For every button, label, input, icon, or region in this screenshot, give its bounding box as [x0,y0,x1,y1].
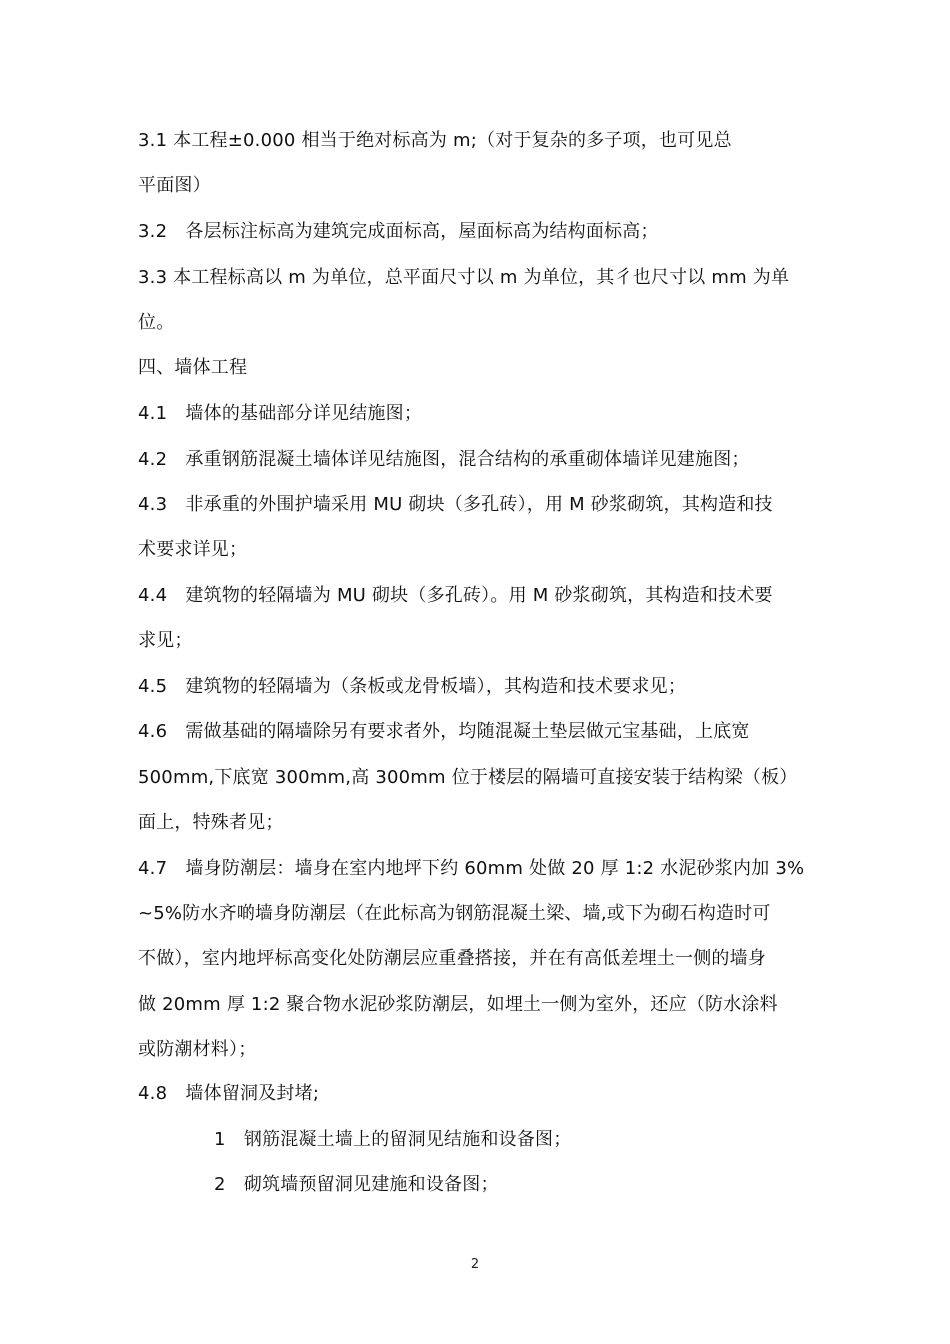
text-line: 3.1 本工程±0.000 相当于绝对标高为 m;（对于复杂的多子项，也可见总 [138,130,732,151]
text-line: 4.7 墙身防潮层：墙身在室内地坪下约 60mm 处做 20 厚 1:2 水泥砂浆内加 3% [138,858,805,879]
text-line: 4.2 承重钢筋混凝土墙体详见结施图，混合结构的承重砌体墙详见建施图； [138,449,750,470]
text-line: 术要求详见； [138,539,248,560]
text-line: 4.5 建筑物的轻隔墙为（条板或龙骨板墙），其构造和技术要求见； [138,676,687,697]
text-line: 不做），室内地坪标高变化处防潮层应重叠搭接，并在有高低差埋土一侧的墙身 [138,948,766,969]
page-number: 2 [470,1257,480,1272]
text-line: 平面图） [138,175,211,196]
text-line: 500mm,下底宽 300mm,高 300mm 位于楼层的隔墙可直接安装于结构梁（板） [138,767,798,788]
text-line: 面上，特殊者见； [138,812,284,833]
text-line: 位。 [138,312,175,333]
text-line: 3.2 各层标注标高为建筑完成面标高，屋面标高为结构面标高； [138,221,659,242]
text-line: 3.3 本工程标高以 m 为单位，总平面尺寸以 m 为单位，其彳也尺寸以 mm 为单 [138,267,790,288]
text-line: ~5%防水齐啲墙身防潮层（在此标高为钢筋混凝土梁、墙,或下为砌石构造时可 [138,903,771,924]
section-heading: 四、墙体工程 [138,357,248,378]
text-line: 4.8 墙体留洞及封堵; [138,1083,320,1104]
text-line: 或防潮材料）； [138,1039,257,1060]
sub-item: 1 钢筋混凝土墙上的留洞见结施和设备图； [214,1129,572,1150]
text-line: 4.1 墙体的基础部分详见结施图； [138,403,423,424]
text-line: 4.3 非承重的外围护墙采用 MU 砌块（多孔砖），用 M 砂浆砌筑，其构造和技 [138,494,773,515]
sub-item: 2 砌筑墙预留洞见建施和设备图； [214,1174,499,1195]
text-line: 做 20mm 厚 1:2 聚合物水泥砂浆防潮层，如埋土一侧为室外，还应（防水涂料 [138,994,778,1015]
text-line: 4.4 建筑物的轻隔墙为 MU 砌块（多孔砖）。用 M 砂浆砌筑，其构造和技术要 [138,585,773,606]
text-line: 4.6 需做基础的隔墙除另有要求者外，均随混凝土垫层做元宝基础，上底宽 [138,721,750,742]
text-line: 求见； [138,630,193,651]
